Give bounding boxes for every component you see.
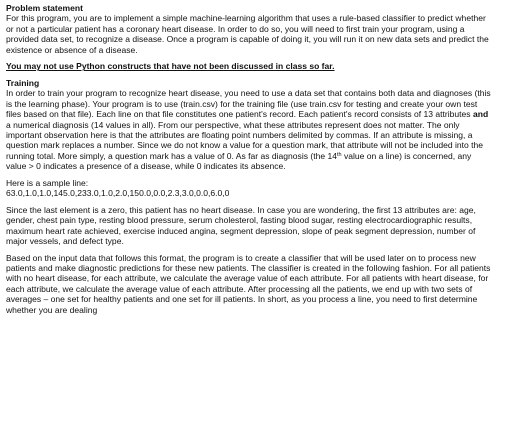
problem-statement-heading: Problem statement [6,3,83,13]
sample-line-label: Here is a sample line: [6,177,89,188]
training-paragraph-3: Based on the input data that follows this format, the program is to create a classifier that will be used later on to process new patients and make diagnostic predictions for these new patients. The classifier is created in the following fashion. For all patients with no heart disease, for each attribute, we calculate the average value of each attribute. For all patients with heart disease, for each attribute, we calculate the average value of each attribute. After processing all the patients, we end up with two sets of averages – one set for healthy patients and one set for ill patients. In short, as you process a line, you need to first determine whether you are dealing [6,252,491,315]
training-p1-text-a: In order to train your program to recognize heart disease, you need to use a data set that contains both data and diagnoses (this is the learning phase). Your program is to use (train.csv) for the training file (use train.csv for testing and create your own test files based on that file). Each line on that file constitutes one patient's record. Each patient's record consists of 13 attributes [6,88,491,120]
problem-statement-paragraph: For this program, you are to implement a simple machine-learning algorithm that uses a rule-based classifier to predict whether or not a particular patient has a coronary heart disease. In order to do so, you will need to first train your program, using a provided data set, to recognize a disease. Once a program is capable of doing it, you will run it on new data sets and predict the existence or absence of a disease. [6,13,489,55]
training-p1-superscript: th [336,151,342,158]
training-paragraph-1 [6,88,491,172]
training-p1-text-c: value on a line) is concerned, any value > 0 indicates a presence of a disease, while 0 indicates its absence. [6,150,472,172]
training-heading: Training [6,77,40,88]
training-p1-bold-and: and [472,109,489,120]
sample-line: 63.0,1.0,1.0,145.0,233.0,1.0,2.0,150.0,0.0,2.3,3.0,0.0,6.0,0 [6,188,230,199]
python-constructs-warning: You may not use Python constructs that have not been discussed in class so far. [6,61,335,72]
training-paragraph-2: Since the last element is a zero, this patient has no heart disease. In case you are wondering, the first 13 attributes are: age, gender, chest pain type, resting blood pressure, serum cholesterol, fasting blood sugar, resting electrocardiographic results, maximum heart rate achieved, exercise induced angina, segment depression, slope of peak segment depression, number of major vessels, and defect type. [6,204,476,247]
training-p1-text-b: a numerical diagnosis (14 values in all). From our perspective, what these attributes represent does not matter. The only important observation here is that the attributes are floating point numbers delimited by commas. If an attribute is missing, a question mark replaces a number. Since we do not know a value for a question mark, that attribute will not be included into the running total. More simply, a question mark has a value of 0. As far as diagnosis (the 14 [6,119,483,161]
